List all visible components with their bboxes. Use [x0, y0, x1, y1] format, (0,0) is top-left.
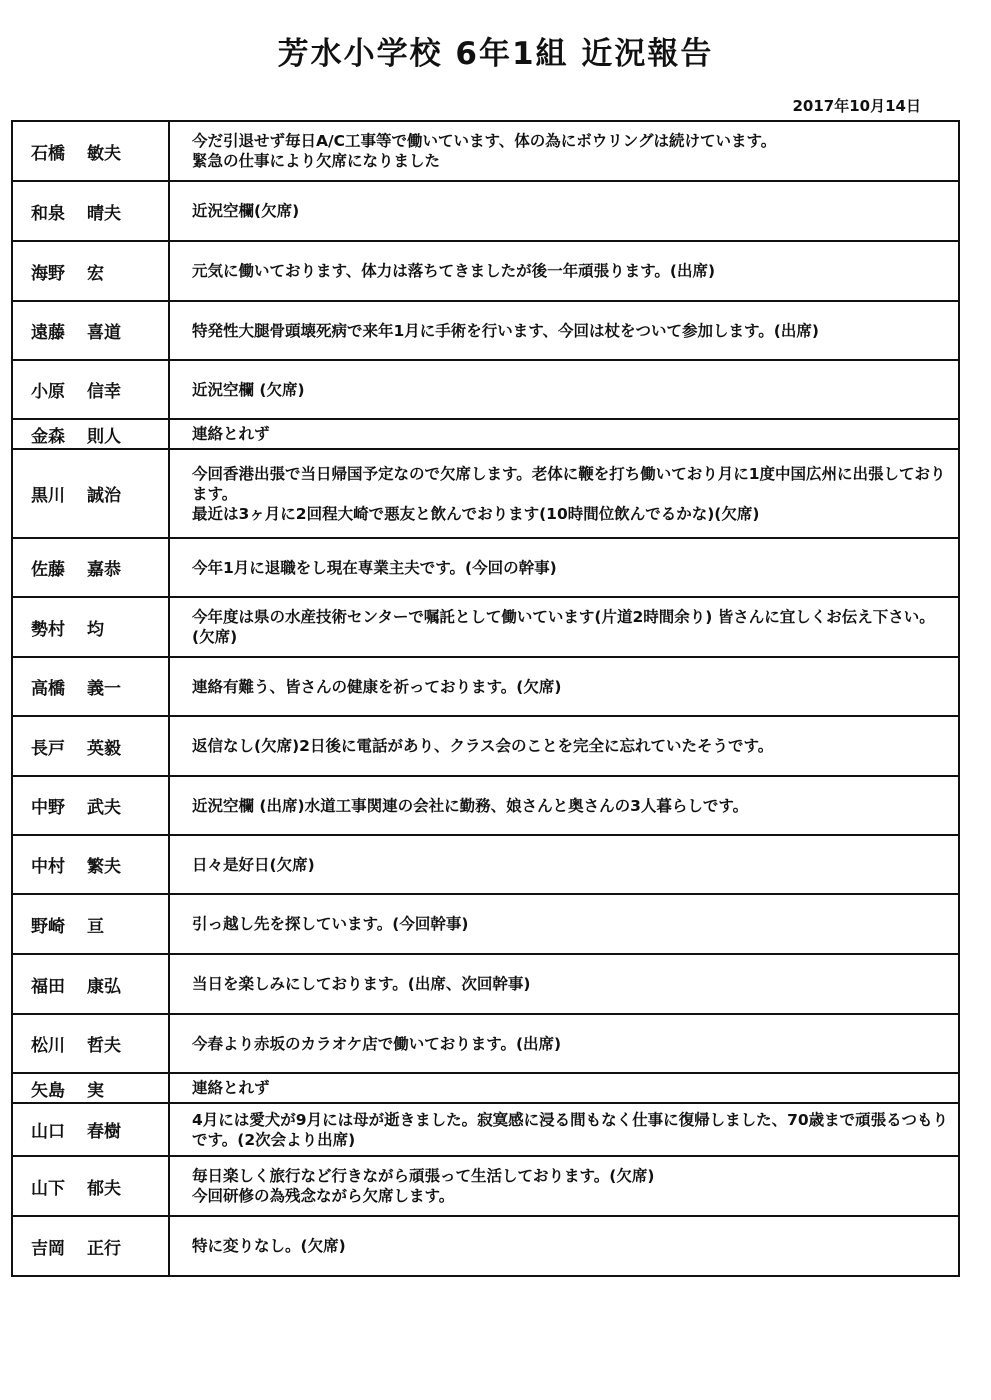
member-family-name: 海野: [31, 263, 65, 284]
member-report-cell: [169, 241, 959, 301]
member-report-cell: [169, 597, 959, 657]
table-row: [12, 835, 959, 894]
member-report-cell: [169, 894, 959, 954]
report-line: 日々是好日(欠席): [192, 855, 315, 874]
member-report-cell: [169, 835, 959, 894]
member-name-cell: [12, 597, 169, 657]
member-name-cell: [12, 835, 169, 894]
table-row: [12, 301, 959, 360]
report-line: 連絡とれず: [192, 1079, 270, 1097]
member-given-name: 英毅: [87, 738, 121, 759]
report-line: 最近は3ヶ月に2回程大崎で悪友と飲んでおります(10時間位飲んでるかな)(欠席): [192, 504, 760, 523]
member-given-name: 宏: [87, 263, 104, 284]
member-family-name: 山下: [31, 1178, 65, 1199]
member-given-name: 正行: [87, 1238, 121, 1259]
member-given-name: 武夫: [87, 798, 121, 818]
member-name-cell: [12, 121, 169, 181]
member-family-name: 高橋: [31, 679, 65, 699]
member-name-cell: [12, 954, 169, 1014]
member-report-cell: [169, 301, 959, 360]
member-family-name: 和泉: [31, 203, 65, 224]
table-row: [12, 657, 959, 716]
report-line: 今年1月に退職をし現在専業主夫です。(今回の幹事): [192, 558, 557, 577]
member-report-cell: [169, 419, 959, 449]
report-line: 近況空欄 (出席)水道工事関連の会社に勤務、娘さんと奥さんの3人暮らしです。: [192, 796, 749, 815]
report-date: 2017年10月14日: [792, 97, 921, 115]
report-line: 特に変りなし。(欠席): [192, 1237, 346, 1255]
member-family-name: 石橋: [31, 143, 65, 164]
report-line: 連絡とれず: [192, 425, 270, 443]
member-name-cell: [12, 360, 169, 419]
table-row: [12, 538, 959, 597]
member-family-name: 福田: [31, 976, 65, 997]
table-row: [12, 449, 959, 538]
member-family-name: 野崎: [31, 916, 65, 937]
member-report-cell: [169, 181, 959, 241]
member-family-name: 金森: [31, 426, 65, 447]
report-line: 元気に働いております、体力は落ちてきましたが後一年頑張ります。(出席): [192, 262, 716, 280]
member-name-cell: [12, 181, 169, 241]
member-given-name: 実: [87, 1080, 104, 1101]
report-line: 連絡有難う、皆さんの健康を祈っております。(欠席): [192, 677, 562, 696]
member-name-cell: [12, 301, 169, 360]
table-row: [12, 1014, 959, 1073]
report-line: 今回香港出張で当日帰国予定なので欠席します。老体に鞭を打ち働いており月に1度中国広州に出張しております。: [192, 464, 946, 503]
member-name-cell: [12, 1073, 169, 1103]
member-given-name: 亘: [87, 916, 104, 937]
member-report-cell: [169, 1103, 959, 1156]
table-row: [12, 1156, 959, 1216]
report-line: 今年度は県の水産技術センターで嘱託として働いています(片道2時間余り) 皆さんに宜しくお伝え下さい。(欠席): [192, 608, 935, 646]
member-family-name: 山口: [31, 1122, 65, 1142]
member-given-name: 晴夫: [87, 203, 121, 224]
member-name-cell: [12, 449, 169, 538]
member-given-name: 嘉恭: [87, 560, 121, 580]
member-report-cell: [169, 1073, 959, 1103]
member-name-cell: [12, 657, 169, 716]
member-report-cell: [169, 538, 959, 597]
member-family-name: 松川: [31, 1036, 65, 1056]
member-name-cell: [12, 1103, 169, 1156]
report-line: 4月には愛犬が9月には母が逝きました。寂寞感に浸る間もなく仕事に復帰しました、70歳まで頑張るつもりです。(2次会より出席): [192, 1110, 948, 1149]
table-row: [12, 419, 959, 449]
member-given-name: 郁夫: [87, 1178, 121, 1199]
document-title: 芳水小学校 6年1組 近況報告: [277, 36, 714, 72]
member-report-cell: [169, 1216, 959, 1276]
member-name-cell: [12, 1156, 169, 1216]
member-name-cell: [12, 1216, 169, 1276]
member-family-name: 吉岡: [31, 1238, 65, 1259]
report-line: 近況空欄(欠席): [192, 202, 300, 220]
member-given-name: 則人: [87, 426, 121, 447]
member-family-name: 中村: [31, 857, 65, 877]
member-report-cell: [169, 449, 959, 538]
table-row: [12, 894, 959, 954]
member-name-cell: [12, 241, 169, 301]
member-given-name: 喜道: [87, 323, 121, 343]
member-given-name: 義一: [87, 679, 121, 699]
report-line: 引っ越し先を探しています。(今回幹事): [192, 915, 469, 933]
member-report-cell: [169, 360, 959, 419]
member-family-name: 佐藤: [31, 560, 65, 580]
member-family-name: 長戸: [31, 738, 65, 759]
report-line: 今だ引退せず毎日A/C工事等で働いています、体の為にボウリングは続けています。: [192, 132, 777, 150]
table-row: [12, 954, 959, 1014]
table-row: [12, 181, 959, 241]
member-family-name: 黒川: [31, 486, 65, 506]
member-report-cell: [169, 1156, 959, 1216]
table-row: [12, 360, 959, 419]
report-line: 近況空欄 (欠席): [192, 380, 305, 399]
report-line: 今回研修の為残念ながら欠席します。: [192, 1187, 455, 1205]
member-given-name: 哲夫: [87, 1036, 121, 1056]
table-row: [12, 597, 959, 657]
member-report-cell: [169, 954, 959, 1014]
member-given-name: 均: [87, 619, 104, 640]
member-name-cell: [12, 419, 169, 449]
member-given-name: 信幸: [87, 382, 121, 402]
member-report-cell: [169, 1014, 959, 1073]
member-given-name: 敏夫: [87, 143, 121, 164]
member-family-name: 遠藤: [31, 323, 65, 343]
member-report-cell: [169, 716, 959, 776]
member-name-cell: [12, 716, 169, 776]
table-row: [12, 241, 959, 301]
member-name-cell: [12, 776, 169, 835]
member-family-name: 小原: [31, 382, 65, 402]
report-line: 毎日楽しく旅行など行きながら頑張って生活しております。(欠席): [192, 1167, 655, 1185]
member-given-name: 康弘: [87, 976, 121, 997]
table-row: [12, 121, 959, 181]
report-table: [11, 120, 960, 1277]
report-line: 今春より赤坂のカラオケ店で働いております。(出席): [192, 1034, 562, 1053]
report-line: 返信なし(欠席)2日後に電話があり、クラス会のことを完全に忘れていたそうです。: [192, 737, 774, 755]
member-name-cell: [12, 538, 169, 597]
member-report-cell: [169, 776, 959, 835]
table-row: [12, 1103, 959, 1156]
table-row: [12, 1216, 959, 1276]
member-given-name: 春樹: [87, 1122, 121, 1142]
member-name-cell: [12, 1014, 169, 1073]
member-name-cell: [12, 894, 169, 954]
table-row: [12, 776, 959, 835]
table-row: [12, 1073, 959, 1103]
member-given-name: 誠治: [87, 486, 121, 506]
member-family-name: 中野: [31, 798, 65, 818]
member-report-cell: [169, 657, 959, 716]
report-line: 特発性大腿骨頭壊死病で来年1月に手術を行います、今回は杖をついて参加します。(出席): [192, 321, 819, 340]
member-given-name: 繁夫: [87, 857, 121, 877]
member-report-cell: [169, 121, 959, 181]
report-line: 緊急の仕事により欠席になりました: [192, 152, 441, 170]
report-line: 当日を楽しみにしております。(出席、次回幹事): [192, 975, 531, 993]
member-family-name: 勢村: [31, 619, 65, 640]
member-family-name: 矢島: [31, 1080, 65, 1101]
table-row: [12, 716, 959, 776]
